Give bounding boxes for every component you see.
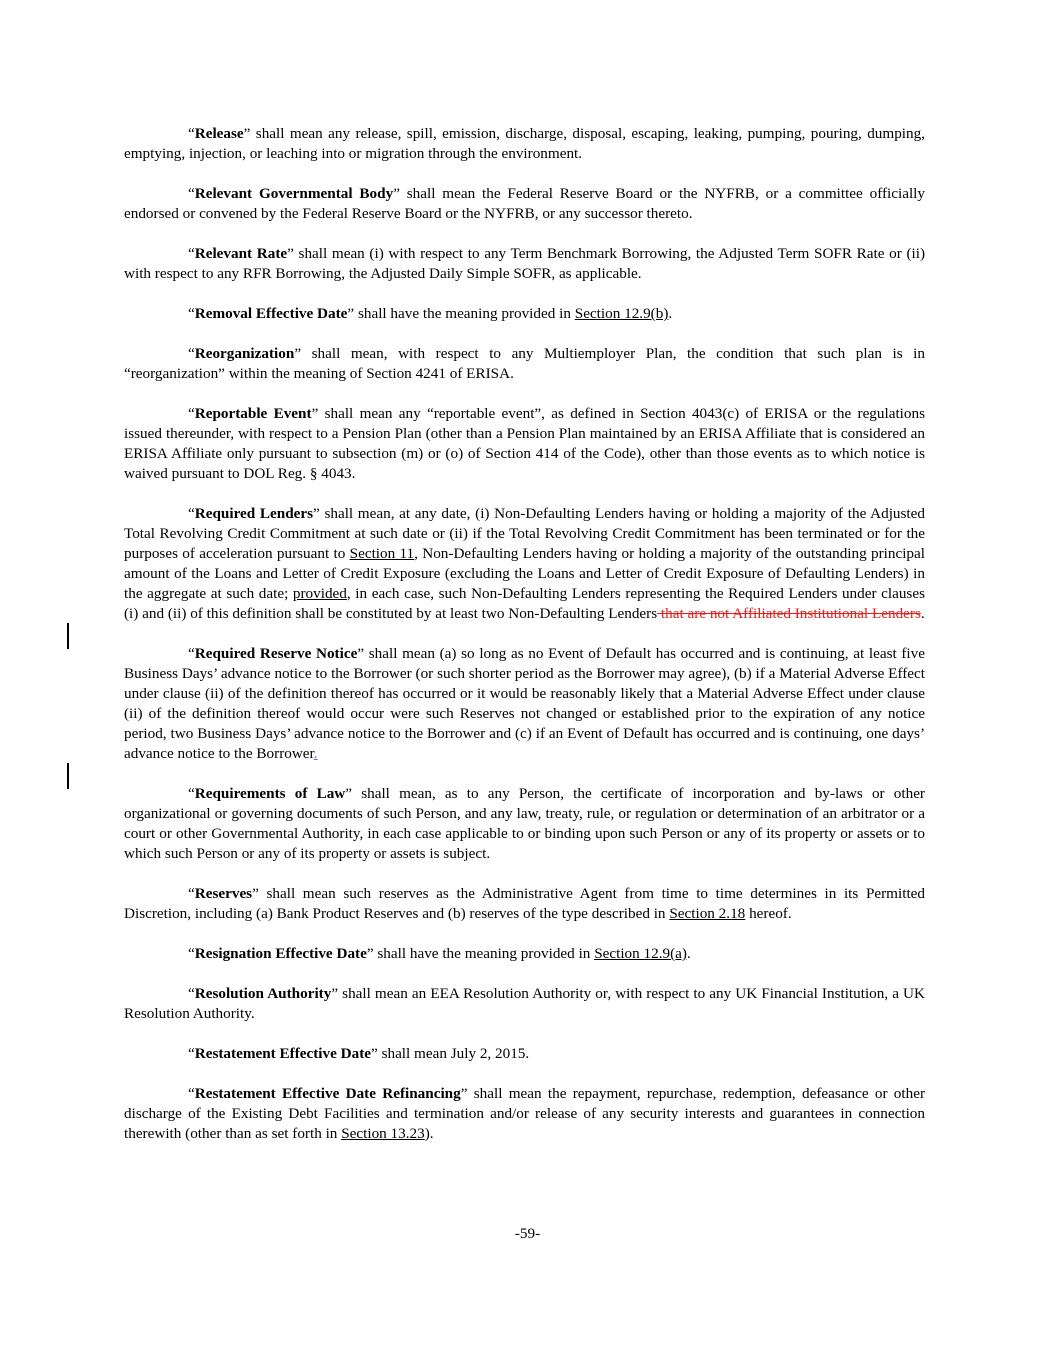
- defined-term: Reserves: [194, 885, 253, 902]
- defined-term: Required Lenders: [194, 505, 314, 522]
- definition-text: shall have the meaning provided in: [354, 305, 575, 322]
- defined-term: Required Reserve Notice: [194, 645, 358, 662]
- definition-text: shall mean, at any date, (i) Non-Defaulting Lenders having or holding a majority of the Adjusted Total Revolving Credit Commitment at such date or (ii) if the Total Revolving Credit Commitment has been terminated or for the purposes of acceleration pursuant to: [124, 505, 925, 562]
- definition-text: .: [920, 605, 925, 622]
- page-number: -59-: [514, 1225, 541, 1242]
- section-reference: Section 2.18: [669, 905, 746, 922]
- definition-reserves: “Reserves” shall mean such reserves as the Administrative Agent from time to time determines in its Permitted Discretion, including (a) Bank Product Reserves and (b) reserves of the type described in Section 2.18 hereof.: [124, 885, 925, 922]
- defined-term: Resignation Effective Date: [194, 945, 367, 962]
- definition-text: shall mean, as to any Person, the certificate of incorporation and by-laws or other organizational or governing documents of such Person, and any law, treaty, rule, or regulation or determination of an arbitrator or a court or other Governmental Authority, in each case applicable to or binding upon such Person or any of its property or assets or to which such Person or any of its property or assets is subject.: [124, 785, 925, 862]
- definition-text: .: [686, 945, 691, 962]
- definition-text: shall mean such reserves as the Administrative Agent from time to time determines in its Permitted Discretion, including (a) Bank Product Reserves and (b) reserves of the type described in: [124, 885, 925, 922]
- definition-text: shall mean July 2, 2015.: [377, 1045, 530, 1062]
- definition-reportable-event: “Reportable Event” shall mean any “reportable event”, as defined in Section 4043(c) of ERISA or the regulations issued thereunder, with respect to a Pension Plan (other than a Pension Plan maintained by an ERISA Affiliate that is considered an ERISA Affiliate only pursuant to subsection (m) or (o) of Section 414 of the Code), other than those events as to which notice is waived pursuant to DOL Reg. § 4043.: [124, 405, 925, 482]
- proviso-keyword: provided: [292, 585, 347, 602]
- definition-text: shall mean any “reportable event”, as defined in Section 4043(c) of ERISA or the regulations issued thereunder, with respect to a Pension Plan (other than a Pension Plan maintained by an ERISA Affiliate that is considered an ERISA Affiliate only pursuant to subsection (m) or (o) of Section 414 of the Code), other than those events as to which notice is waived pursuant to DOL Reg. § 4043.: [124, 405, 925, 482]
- definition-reorganization: “Reorganization” shall mean, with respect to any Multiemployer Plan, the condition that such plan is in “reorganization” within the meaning of Section 4241 of ERISA.: [124, 345, 925, 382]
- defined-term: Relevant Rate: [194, 245, 288, 262]
- revision-change-bar: [67, 623, 69, 649]
- definition-resignation-effective-date: “Resignation Effective Date” shall have the meaning provided in Section 12.9(a).: [188, 945, 691, 962]
- defined-term: Reportable Event: [194, 405, 312, 422]
- section-reference: Section 12.9(a): [594, 945, 687, 962]
- defined-term: Restatement Effective Date: [194, 1045, 372, 1062]
- definition-requirements-of-law: “Requirements of Law” shall mean, as to any Person, the certificate of incorporation and by-laws or other organizational or governing documents of such Person, and any law, treaty, rule, or regulation or determination of an arbitrator or a court or other Governmental Authority, in each case applicable to or binding upon such Person or any of its property or assets or to which such Person or any of its property or assets is subject.: [124, 785, 925, 862]
- definition-removal-effective-date: “Removal Effective Date” shall have the meaning provided in Section 12.9(b).: [188, 305, 673, 322]
- definition-text: shall mean (i) with respect to any Term Benchmark Borrowing, the Adjusted Term SOFR Rate or (ii) with respect to any RFR Borrowing, the Adjusted Daily Simple SOFR, as applicable.: [124, 245, 925, 282]
- definition-text: hereof.: [745, 905, 792, 922]
- definition-text: shall mean the repayment, repurchase, redemption, defeasance or other discharge of the Existing Debt Facilities and termination and/or release of any security interests and guarantees in connection therewith (other than as set forth in: [124, 1085, 926, 1142]
- defined-term: Resolution Authority: [194, 985, 332, 1002]
- definition-text: , in each case, such Non-Defaulting Lenders representing the Required Lenders under clauses (i) and (ii) of this definition shall be constituted by at least two Non-Defaulting Lenders: [124, 585, 925, 622]
- definition-text: shall mean (a) so long as no Event of Default has occurred and is continuing, at least five Business Days’ advance notice to the Borrower (or such shorter period as the Borrower may agree), (b) if a Material Adverse Effect under clause (ii) of the definition thereof has occurred or it would be reasonably likely that a Material Adverse Effect under clause (ii) of the definition thereof would occur were such Reserves not changed or established prior to the expiration of any notice period, two Business Days’ advance notice to the Borrower and (c) if an Event of Default has occurred and is continuing, one days’ advance notice to the Borrower: [124, 645, 925, 762]
- definition-text: , Non-Defaulting Lenders having or holding a majority of the outstanding principal amount of the Loans and Letter of Credit Exposure (excluding the Loans and Letter of Credit Exposure of Defaulting Lenders) in the aggregate at such date;: [124, 545, 925, 602]
- defined-term: Removal Effective Date: [194, 305, 348, 322]
- section-reference: Section 12.9(b): [574, 305, 669, 322]
- definition-text: shall have the meaning provided in: [373, 945, 595, 962]
- definition-text: shall mean an EEA Resolution Authority or, with respect to any UK Financial Institution, a UK Resolution Authority.: [124, 985, 925, 1022]
- section-reference: Section 11: [349, 545, 415, 562]
- definition-text: shall mean the Federal Reserve Board or the NYFRB, or a committee officially endorsed or convened by the Federal Reserve Board or the NYFRB, or any successor thereto.: [124, 185, 925, 222]
- definition-text: .: [668, 305, 673, 322]
- definition-text: shall mean, with respect to any Multiemployer Plan, the condition that such plan is in “reorganization” within the meaning of Section 4241 of ERISA.: [124, 345, 925, 382]
- definition-restatement-effective-date: “Restatement Effective Date” shall mean July 2, 2015.: [188, 1045, 530, 1062]
- definition-text: ).: [424, 1125, 434, 1142]
- deleted-text: that are not Affiliated Institutional Lenders: [657, 605, 921, 622]
- definition-restatement-effective-date-refinancing: “Restatement Effective Date Refinancing” shall mean the repayment, repurchase, redemption, defeasance or other discharge of the Existing Debt Facilities and termination and/or release of any security interests and guarantees in connection therewith (other than as set forth in Section 13.23).: [124, 1085, 926, 1142]
- definition-relevant-governmental-body: “Relevant Governmental Body” shall mean the Federal Reserve Board or the NYFRB, or a committee officially endorsed or convened by the Federal Reserve Board or the NYFRB, or any successor thereto.: [124, 185, 925, 222]
- revision-change-bar: [67, 763, 69, 789]
- document-body: [124, 124, 925, 1164]
- inserted-text: .: [313, 745, 318, 762]
- defined-term: Requirements of Law: [194, 785, 346, 802]
- defined-term: Relevant Governmental Body: [194, 185, 394, 202]
- defined-term: Reorganization: [194, 345, 295, 362]
- definition-relevant-rate: “Relevant Rate” shall mean (i) with respect to any Term Benchmark Borrowing, the Adjusted Term SOFR Rate or (ii) with respect to any RFR Borrowing, the Adjusted Daily Simple SOFR, as applicable.: [124, 245, 925, 282]
- definition-required-lenders: “Required Lenders” shall mean, at any date, (i) Non-Defaulting Lenders having or holding a majority of the Adjusted Total Revolving Credit Commitment at such date or (ii) if the Total Revolving Credit Commitment has been terminated or for the purposes of acceleration pursuant to Section 11, Non-Defaulting Lenders having or holding a majority of the outstanding principal amount of the Loans and Letter of Credit Exposure (excluding the Loans and Letter of Credit Exposure of Defaulting Lenders) in the aggregate at such date; provided, in each case, such Non-Defaulting Lenders representing the Required Lenders under clauses (i) and (ii) of this definition shall be constituted by at least two Non-Defaulting Lenders that are not Affiliated Institutional Lenders.: [124, 505, 925, 622]
- definition-release: “Release” shall mean any release, spill, emission, discharge, disposal, escaping, leaking, pumping, pouring, dumping, emptying, injection, or leaching into or migration through the environment.: [124, 125, 925, 162]
- defined-term: Release: [194, 125, 244, 142]
- section-reference: Section 13.23: [341, 1125, 425, 1142]
- definition-text: shall mean any release, spill, emission, discharge, disposal, escaping, leaking, pumping, pouring, dumping, emptying, injection, or leaching into or migration through the environment.: [124, 125, 925, 162]
- defined-term: Restatement Effective Date Refinancing: [194, 1085, 461, 1102]
- definition-resolution-authority: “Resolution Authority” shall mean an EEA Resolution Authority or, with respect to any UK Financial Institution, a UK Resolution Authority.: [124, 985, 925, 1022]
- definition-required-reserve-notice: “Required Reserve Notice” shall mean (a) so long as no Event of Default has occurred and is continuing, at least five Business Days’ advance notice to the Borrower (or such shorter period as the Borrower may agree), (b) if a Material Adverse Effect under clause (ii) of the definition thereof has occurred or it would be reasonably likely that a Material Adverse Effect under clause (ii) of the definition thereof would occur were such Reserves not changed or established prior to the expiration of any notice period, two Business Days’ advance notice to the Borrower and (c) if an Event of Default has occurred and is continuing, one days’ advance notice to the Borrower.: [124, 645, 925, 762]
